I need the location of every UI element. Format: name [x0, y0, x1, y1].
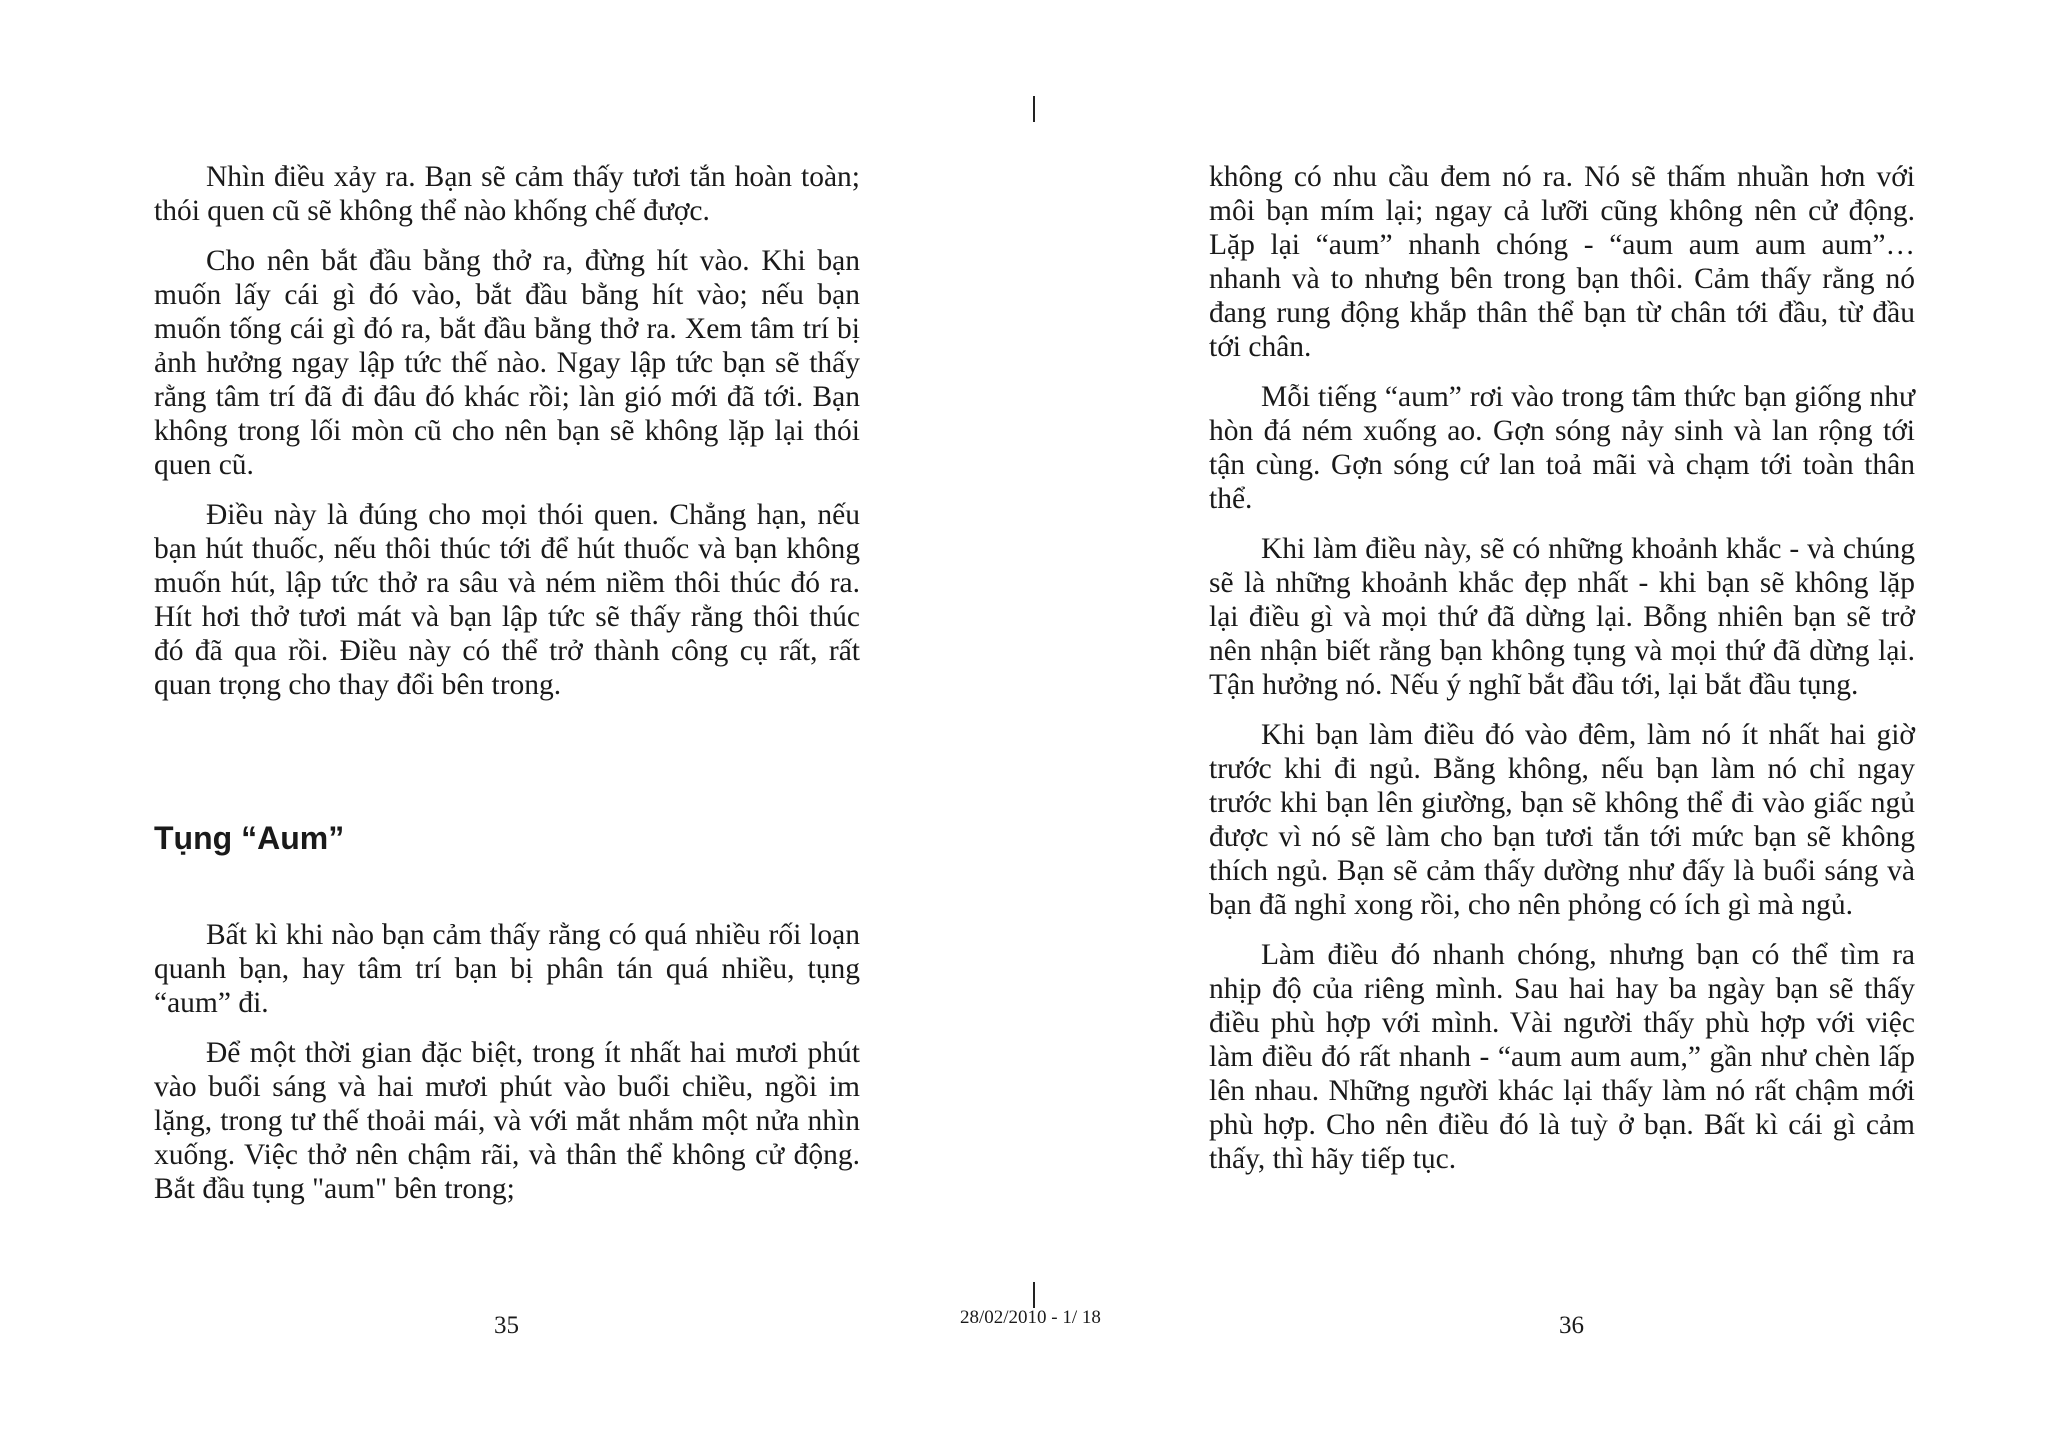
paragraph: Khi làm điều này, sẽ có những khoảnh khắc - và chúng sẽ là những khoảnh khắc đẹp nhất - khi bạn sẽ không lặp lại điều gì và mọi thứ đã dừng lại. Bỗng nhiên bạn sẽ trở nên nhận biết rằng bạn không tụng và mọi thứ đã dừng lại. Tận hưởng nó. Nếu ý nghĩ bắt đầu tới, lại bắt đầu tụng. [1209, 533, 1915, 701]
paragraph: Nhìn điều xảy ra. Bạn sẽ cảm thấy tươi tắn hoàn toàn; thói quen cũ sẽ không thể nào khống chế được. [154, 161, 860, 227]
right-page [1209, 160, 1915, 1192]
footer-date: 28/02/2010 - 1/ 18 [960, 1307, 1101, 1328]
paragraph: Khi bạn làm điều đó vào đêm, làm nó ít nhất hai giờ trước khi đi ngủ. Bằng không, nếu bạn làm nó chỉ ngay trước khi bạn lên giường, bạn sẽ không thể đi vào giấc ngủ được vì nó sẽ làm cho bạn tươi tắn tới mức bạn sẽ không thích ngủ. Bạn sẽ cảm thấy dường như đấy là buổi sáng và bạn đã nghỉ xong rồi, cho nên phỏng có ích gì mà ngủ. [1209, 719, 1915, 921]
paragraph: không có nhu cầu đem nó ra. Nó sẽ thấm nhuần hơn với môi bạn mím lại; ngay cả lưỡi cũng không nên cử động. Lặp lại “aum” nhanh chóng - “aum aum aum aum”… nhanh và to nhưng bên trong bạn thôi. Cảm thấy rằng nó đang rung động khắp thân thể bạn từ chân tới đầu, từ đầu tới chân. [1209, 161, 1915, 363]
paragraph: Điều này là đúng cho mọi thói quen. Chẳng hạn, nếu bạn hút thuốc, nếu thôi thúc tới để hút thuốc và bạn không muốn hút, lập tức thở ra sâu và ném niềm thôi thúc đó ra. Hít hơi thở tươi mát và bạn lập tức sẽ thấy rằng thôi thúc đó đã qua rồi. Điều này có thể trở thành công cụ rất, rất quan trọng cho thay đổi bên trong. [154, 499, 860, 701]
paragraph: Mỗi tiếng “aum” rơi vào trong tâm thức bạn giống như hòn đá ném xuống ao. Gợn sóng nảy sinh và lan rộng tới tận cùng. Gợn sóng cứ lan toả mãi và chạm tới toàn thân thể. [1209, 381, 1915, 515]
page-number-left: 35 [494, 1312, 519, 1339]
paragraph: Cho nên bắt đầu bằng thở ra, đừng hít vào. Khi bạn muốn lấy cái gì đó vào, bắt đầu bằng hít vào; nếu bạn muốn tống cái gì đó ra, bắt đầu bằng thở ra. Xem tâm trí bị ảnh hưởng ngay lập tức thế nào. Ngay lập tức bạn sẽ thấy rằng tâm trí đã đi đâu đó khác rồi; làn gió mới đã tới. Bạn không trong lối mòn cũ cho nên bạn sẽ không lặp lại thói quen cũ. [154, 245, 860, 481]
section-heading: Tụng “Aum” [154, 820, 345, 856]
paragraph: Bất kì khi nào bạn cảm thấy rằng có quá nhiều rối loạn quanh bạn, hay tâm trí bạn bị phân tán quá nhiều, tụng “aum” đi. [154, 919, 860, 1019]
left-page [154, 160, 860, 1222]
cut-mark-top [1033, 96, 1035, 122]
cut-mark-bottom [1033, 1282, 1035, 1308]
paragraph: Để một thời gian đặc biệt, trong ít nhất hai mươi phút vào buổi sáng và hai mươi phút vào buổi chiều, ngồi im lặng, trong tư thế thoải mái, và với mắt nhắm một nửa nhìn xuống. Việc thở nên chậm rãi, và thân thể không cử động. Bắt đầu tụng "aum" bên trong; [154, 1037, 860, 1205]
paragraph: Làm điều đó nhanh chóng, nhưng bạn có thể tìm ra nhịp độ của riêng mình. Sau hai hay ba ngày bạn sẽ thấy điều phù hợp với mình. Vài người thấy phù hợp với việc làm điều đó rất nhanh - “aum aum aum,” gần như chèn lấp lên nhau. Những người khác lại thấy làm nó rất chậm mới phù hợp. Cho nên điều đó là tuỳ ở bạn. Bất kì cái gì cảm thấy, thì hãy tiếp tục. [1209, 939, 1915, 1175]
page-number-right: 36 [1559, 1312, 1584, 1339]
